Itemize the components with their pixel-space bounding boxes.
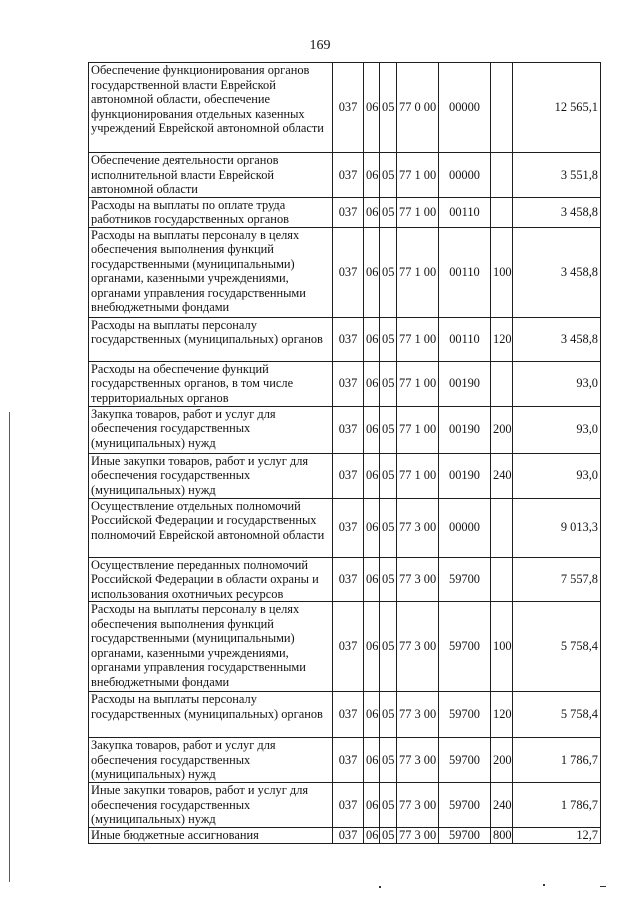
cell-program: 77 3 00 xyxy=(397,783,439,828)
cell-ministry: 037 xyxy=(333,361,364,406)
cell-ministry: 037 xyxy=(333,153,364,198)
cell-subsection: 05 xyxy=(380,153,397,198)
cell-item: 00190 xyxy=(439,361,491,406)
cell-amount: 5 758,4 xyxy=(513,692,601,738)
cell-amount: 1 786,7 xyxy=(513,738,601,783)
cell-section: 06 xyxy=(364,692,380,738)
cell-subsection: 05 xyxy=(380,227,397,317)
cell-item: 59700 xyxy=(439,602,491,692)
cell-ministry: 037 xyxy=(333,453,364,498)
table-row xyxy=(89,692,601,738)
cell-program: 77 1 00 xyxy=(397,227,439,317)
table-row xyxy=(89,227,601,317)
cell-program: 77 3 00 xyxy=(397,738,439,783)
cell-item: 00000 xyxy=(439,153,491,198)
cell-expense-type: 100 xyxy=(491,227,513,317)
scan-speck xyxy=(379,886,381,888)
table-row xyxy=(89,827,601,843)
table-row xyxy=(89,498,601,557)
row-name: Обеспечение функционирования органов государственной власти Еврейской автономной области, обеспечение функционирования отдельных казенных учреждений Еврейской автономной области xyxy=(89,63,333,153)
cell-ministry: 037 xyxy=(333,227,364,317)
cell-program: 77 1 00 xyxy=(397,361,439,406)
table-row xyxy=(89,63,601,153)
cell-subsection: 05 xyxy=(380,197,397,227)
cell-program: 77 0 00 xyxy=(397,63,439,153)
cell-amount: 12,7 xyxy=(513,827,601,843)
budget-table-body xyxy=(89,63,601,844)
cell-subsection: 05 xyxy=(380,498,397,557)
cell-item: 59700 xyxy=(439,783,491,828)
cell-amount: 12 565,1 xyxy=(513,63,601,153)
cell-program: 77 1 00 xyxy=(397,153,439,198)
cell-program: 77 3 00 xyxy=(397,498,439,557)
cell-ministry: 037 xyxy=(333,738,364,783)
table-row xyxy=(89,453,601,498)
cell-ministry: 037 xyxy=(333,783,364,828)
row-name: Осуществление отдельных полномочий Российской Федерации и государственных полномочий Еврейской автономной области xyxy=(89,498,333,557)
cell-subsection: 05 xyxy=(380,63,397,153)
cell-expense-type xyxy=(491,197,513,227)
cell-item: 59700 xyxy=(439,557,491,602)
table-row xyxy=(89,197,601,227)
cell-subsection: 05 xyxy=(380,602,397,692)
cell-ministry: 037 xyxy=(333,406,364,453)
cell-item: 59700 xyxy=(439,738,491,783)
cell-section: 06 xyxy=(364,317,380,361)
cell-program: 77 1 00 xyxy=(397,406,439,453)
row-name: Иные бюджетные ассигнования xyxy=(89,827,333,843)
cell-expense-type xyxy=(491,63,513,153)
cell-program: 77 1 00 xyxy=(397,317,439,361)
table-row xyxy=(89,783,601,828)
cell-section: 06 xyxy=(364,453,380,498)
cell-program: 77 1 00 xyxy=(397,197,439,227)
row-name: Закупка товаров, работ и услуг для обеспечения государственных (муниципальных) нужд xyxy=(89,406,333,453)
table-row xyxy=(89,317,601,361)
cell-item: 00110 xyxy=(439,197,491,227)
table-row xyxy=(89,602,601,692)
cell-subsection: 05 xyxy=(380,406,397,453)
cell-ministry: 037 xyxy=(333,197,364,227)
scan-margin-line xyxy=(9,412,10,882)
cell-expense-type: 200 xyxy=(491,406,513,453)
cell-program: 77 3 00 xyxy=(397,827,439,843)
cell-expense-type: 100 xyxy=(491,602,513,692)
cell-ministry: 037 xyxy=(333,827,364,843)
cell-item: 59700 xyxy=(439,692,491,738)
cell-subsection: 05 xyxy=(380,361,397,406)
cell-section: 06 xyxy=(364,827,380,843)
cell-section: 06 xyxy=(364,498,380,557)
cell-program: 77 3 00 xyxy=(397,602,439,692)
cell-item: 00000 xyxy=(439,498,491,557)
cell-section: 06 xyxy=(364,153,380,198)
cell-amount: 93,0 xyxy=(513,453,601,498)
budget-table xyxy=(88,62,601,844)
cell-expense-type: 240 xyxy=(491,783,513,828)
cell-subsection: 05 xyxy=(380,453,397,498)
table-row xyxy=(89,557,601,602)
cell-ministry: 037 xyxy=(333,317,364,361)
cell-subsection: 05 xyxy=(380,317,397,361)
cell-amount: 93,0 xyxy=(513,406,601,453)
cell-ministry: 037 xyxy=(333,602,364,692)
cell-ministry: 037 xyxy=(333,692,364,738)
budget-table-frame xyxy=(88,62,600,844)
cell-amount: 1 786,7 xyxy=(513,783,601,828)
cell-item: 00110 xyxy=(439,317,491,361)
cell-amount: 5 758,4 xyxy=(513,602,601,692)
cell-subsection: 05 xyxy=(380,738,397,783)
page-number: 169 xyxy=(309,38,331,53)
table-row xyxy=(89,153,601,198)
row-name: Закупка товаров, работ и услуг для обеспечения государственных (муниципальных) нужд xyxy=(89,738,333,783)
table-row xyxy=(89,406,601,453)
cell-ministry: 037 xyxy=(333,557,364,602)
cell-program: 77 1 00 xyxy=(397,453,439,498)
cell-subsection: 05 xyxy=(380,557,397,602)
row-name: Осуществление переданных полномочий Российской Федерации в области охраны и использования охотничьих ресурсов xyxy=(89,557,333,602)
cell-expense-type xyxy=(491,361,513,406)
cell-section: 06 xyxy=(364,63,380,153)
table-row xyxy=(89,738,601,783)
cell-amount: 3 458,8 xyxy=(513,197,601,227)
cell-amount: 3 458,8 xyxy=(513,227,601,317)
cell-section: 06 xyxy=(364,227,380,317)
cell-expense-type xyxy=(491,557,513,602)
cell-ministry: 037 xyxy=(333,498,364,557)
row-name: Расходы на выплаты персоналу государственных (муниципальных) органов xyxy=(89,692,333,738)
cell-amount: 7 557,8 xyxy=(513,557,601,602)
cell-expense-type: 200 xyxy=(491,738,513,783)
cell-ministry: 037 xyxy=(333,63,364,153)
cell-section: 06 xyxy=(364,783,380,828)
row-name: Расходы на выплаты персоналу в целях обеспечения выполнения функций государственными (муниципальными) органами, казенными учреждениями, органами управления государственными внебюджетными фондами xyxy=(89,602,333,692)
cell-amount: 93,0 xyxy=(513,361,601,406)
cell-expense-type xyxy=(491,153,513,198)
cell-expense-type: 120 xyxy=(491,692,513,738)
row-name: Обеспечение деятельности органов исполнительной власти Еврейской автономной области xyxy=(89,153,333,198)
cell-expense-type: 120 xyxy=(491,317,513,361)
cell-section: 06 xyxy=(364,197,380,227)
cell-amount: 9 013,3 xyxy=(513,498,601,557)
cell-amount: 3 458,8 xyxy=(513,317,601,361)
cell-expense-type: 240 xyxy=(491,453,513,498)
cell-item: 00190 xyxy=(439,453,491,498)
cell-section: 06 xyxy=(364,406,380,453)
cell-item: 00110 xyxy=(439,227,491,317)
scan-speck xyxy=(543,884,545,886)
scan-speck xyxy=(600,886,606,887)
cell-subsection: 05 xyxy=(380,692,397,738)
cell-section: 06 xyxy=(364,361,380,406)
cell-section: 06 xyxy=(364,602,380,692)
cell-program: 77 3 00 xyxy=(397,557,439,602)
cell-amount: 3 551,8 xyxy=(513,153,601,198)
cell-item: 59700 xyxy=(439,827,491,843)
cell-section: 06 xyxy=(364,738,380,783)
table-row xyxy=(89,361,601,406)
row-name: Иные закупки товаров, работ и услуг для обеспечения государственных (муниципальных) нужд xyxy=(89,783,333,828)
cell-section: 06 xyxy=(364,557,380,602)
cell-subsection: 05 xyxy=(380,783,397,828)
row-name: Расходы на обеспечение функций государственных органов, в том числе территориальных органов xyxy=(89,361,333,406)
cell-expense-type: 800 xyxy=(491,827,513,843)
cell-item: 00000 xyxy=(439,63,491,153)
cell-subsection: 05 xyxy=(380,827,397,843)
cell-item: 00190 xyxy=(439,406,491,453)
cell-expense-type xyxy=(491,498,513,557)
row-name: Иные закупки товаров, работ и услуг для обеспечения государственных (муниципальных) нужд xyxy=(89,453,333,498)
row-name: Расходы на выплаты по оплате труда работников государственных органов xyxy=(89,197,333,227)
row-name: Расходы на выплаты персоналу в целях обеспечения выполнения функций государственными (муниципальными) органами, казенными учреждениями, органами управления государственными внебюджетными фондами xyxy=(89,227,333,317)
cell-program: 77 3 00 xyxy=(397,692,439,738)
row-name: Расходы на выплаты персоналу государственных (муниципальных) органов xyxy=(89,317,333,361)
